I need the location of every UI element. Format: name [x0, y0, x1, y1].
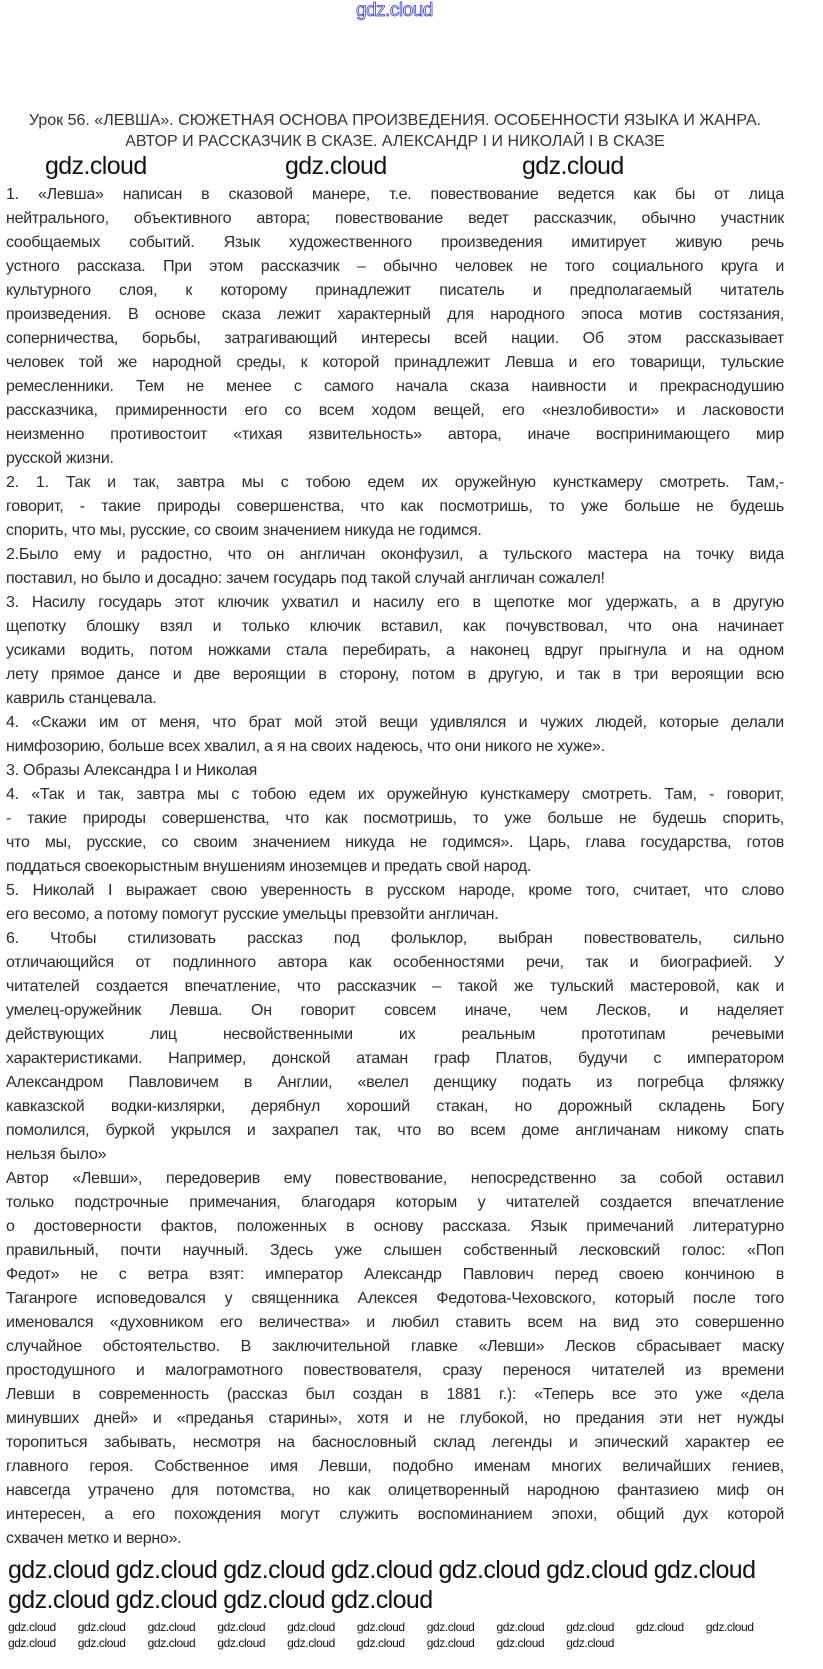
watermark: gdz.cloud	[438, 1556, 541, 1584]
text-line: главного героя. Собственное имя Левши, подобно именам многих величайших гениев,	[6, 1458, 784, 1475]
text-line: сообщаемых событий. Язык художественного произведения имитирует живую речь	[6, 234, 784, 251]
watermark: gdz.cloud	[496, 1636, 545, 1650]
watermark: gdz.cloud	[636, 1620, 684, 1634]
text-line: кавриль станцевала.	[6, 690, 157, 707]
text-line: Таганроге исповедовался у священника Алексея Федотова-Чеховского, который после того	[6, 1290, 784, 1307]
watermark: gdz.cloud	[356, 1636, 405, 1650]
watermark: gdz.cloud	[546, 1556, 648, 1584]
text-line: неизменно противостоит «тихая язвительность» автора, иначе воспринимающего мир	[6, 426, 784, 443]
text-line: культурного слоя, к которому принадлежит писатель и предполагаемый читатель	[6, 282, 784, 299]
text-line: схвачен метко и верно».	[6, 1530, 182, 1547]
text-line: что мы, русские, со своим значением никуда не годимся». Царь, глава государства, готов	[6, 834, 784, 851]
text-line: произведения. В основе сказа лежит характерный для народного эпоса мотив состязания,	[6, 306, 784, 323]
watermark: gdz.cloud	[147, 1636, 196, 1650]
watermark: gdz.cloud	[356, 1620, 405, 1634]
text-line: интересен, а его похождения могут служить воспоминанием эпохи, общий дух которой	[6, 1506, 784, 1523]
text-line: торопиться забывать, несмотря на баснословный склад легенды и эпический характер ее	[6, 1434, 784, 1451]
text-line: 4. «Так и так, завтра мы с тобою едем их оружейную кунсткамеру смотреть. Там, - говорит,	[6, 786, 784, 803]
text-line: нимфозорию, больше всех хвалил, а я на своих надеюсь, что они никого не хуже».	[6, 738, 605, 755]
text-line: 6. Чтобы стилизовать рассказ под фольклор, выбран повествователь, сильно	[6, 930, 784, 947]
text-line: Александром Павловичем в Англии, «велел денщику подать из погребца фляжку	[6, 1074, 784, 1091]
text-line: лету прямое дансе и две вероящии в сторону, потом в другую, и так в три вероящии всю	[6, 666, 784, 683]
text-line: 4. «Скажи им от меня, что брат мой этой вещи удивлялся и чужих людей, которые делали	[6, 714, 784, 731]
lesson-title-line-1: Урок 56. «ЛЕВША». СЮЖЕТНАЯ ОСНОВА ПРОИЗВЕДЕНИЯ. ОСОБЕННОСТИ ЯЗЫКА И ЖАНРА.	[28, 112, 762, 129]
text-line: 1. «Левша» написан в сказовой манере, т.е. повествование ведется как бы от лица	[6, 186, 784, 203]
text-line: отличающийся от подлинного автора как особенностями речи, так и биографией. У	[6, 954, 784, 971]
watermark: gdz.cloud	[8, 1586, 110, 1614]
watermark: gdz.cloud	[8, 1556, 110, 1584]
text-line: человек той же народной среды, к которой принадлежит Левша и его товарищи, тульские	[6, 354, 784, 371]
watermark: gdz.cloud	[285, 152, 387, 180]
text-line: минувших дней» и «преданья старины», хотя и не глубокой, но предания эти нет нужды	[6, 1410, 784, 1427]
text-line: его весомо, а потому помогут русские умельцы превзойти англичан.	[6, 906, 499, 923]
text-line: помолился, буркой укрылся и захрапел так, что во всем доме англичанам никому спать	[6, 1122, 784, 1139]
text-line: 3. Насилу государь этот ключик ухватил и насилу его в щепотке мог удержать, а в другую	[6, 594, 784, 611]
text-line: умелец-оружейник Левша. Он говорит совсем иначе, чем Лесков, и наделяет	[6, 1002, 784, 1019]
watermark: gdz.cloud	[223, 1556, 325, 1584]
text-line: 3. Образы Александра I и Николая	[6, 762, 258, 779]
watermark: gdz.cloud	[653, 1556, 756, 1584]
watermark: gdz.cloud	[217, 1620, 266, 1634]
text-line: говорит, - такие природы совершенства, что как посмотришь, то уже больше не будешь	[6, 498, 784, 515]
text-line: навсегда утрачено для потомства, но как олицетворенный народною фантазиею миф он	[6, 1482, 784, 1499]
text-line: читателей создается впечатление, что рассказчик – такой же тульский мастеровой, как и	[6, 978, 784, 995]
text-line: Автор «Левши», передоверив ему повествование, непосредственно за собой оставил	[6, 1170, 784, 1187]
watermark: gdz.cloud	[217, 1636, 266, 1650]
watermark: gdz.cloud	[8, 1636, 56, 1650]
text-line: поставил, но было и досадно: зачем государь под такой случай англичан сожалел!	[6, 570, 605, 587]
watermark: gdz.cloud	[77, 1620, 126, 1634]
text-line: именовался «духовником его величества» и любил ставить всем на вид это совершенно	[6, 1314, 784, 1331]
text-line: рассказчика, примиренности его со всем ходом вещей, его «незлобивости» и ласковости	[6, 402, 784, 419]
watermark: gdz.cloud	[147, 1620, 196, 1634]
text-line: нейтрального, объективного автора; повествование ведет рассказчик, обычно участник	[6, 210, 784, 227]
watermark: gdz.cloud	[287, 1620, 335, 1634]
watermark: gdz.cloud	[330, 1586, 433, 1614]
watermark: gdz.cloud	[705, 1620, 754, 1634]
text-line: случайное обстоятельство. В заключительной главке «Левши» Лесков сбрасывает маску	[6, 1338, 784, 1355]
watermark: gdz.cloud	[426, 1620, 475, 1634]
watermark-group-large	[8, 1556, 818, 1614]
text-line: устного рассказа. При этом рассказчик – обычно человек не того социального круга и	[6, 258, 784, 275]
watermark: gdz.cloud	[496, 1620, 545, 1634]
watermark-group-small	[8, 1620, 818, 1650]
text-line: характеристиками. Например, донской атаман граф Платов, будучи с императором	[6, 1050, 784, 1067]
watermark: gdz.cloud	[45, 152, 147, 180]
text-line: 2.Было ему и радостно, что он англичан оконфузил, а тульского мастера на точку вида	[6, 546, 784, 563]
watermark: gdz.cloud	[287, 1636, 335, 1650]
watermark: gdz.cloud	[566, 1636, 615, 1650]
watermark: gdz.cloud	[566, 1620, 615, 1634]
watermark: gdz.cloud	[115, 1556, 218, 1584]
watermark: gdz.cloud	[223, 1586, 325, 1614]
text-line: действующих лиц несвойственными их реальным прототипам речевыми	[6, 1026, 784, 1043]
text-line: правильный, почти научный. Здесь уже слышен собственный лесковский голос: «Поп	[6, 1242, 784, 1259]
text-line: щепотку блошку взял и только ключик вставил, как почувствовал, что она начинает	[6, 618, 784, 635]
text-line: простодушного и малограмотного повествователя, сразу перенося читателей из времени	[6, 1362, 784, 1379]
text-line: Федот» не с ветра взят: император Александр Павлович перед своею кончиною в	[6, 1266, 784, 1283]
text-line: о достоверности фактов, положенных в основу рассказа. Язык примечаний литературно	[6, 1218, 784, 1235]
watermark: gdz.cloud	[8, 1620, 56, 1634]
text-line: кавказской водки-кизлярки, дерябнул хороший стакан, но дорожный складень Богу	[6, 1098, 784, 1115]
text-line: ремесленники. Тем не менее с самого начала сказа наивности и прекраснодушию	[6, 378, 784, 395]
text-line: усиками водить, потом ножками стала перебирать, а наконец вдруг прыгнула и на одном	[6, 642, 784, 659]
text-line: 2. 1. Так и так, завтра мы с тобою едем их оружейную кунсткамеру смотреть. Там,-	[6, 474, 784, 491]
text-line: поддаться своекорыстным внушениям иноземцев и предать свой народ.	[6, 858, 532, 875]
text-line: 5. Николай I выражает свою уверенность в русском народе, кроме того, считает, что слово	[6, 882, 784, 899]
watermark: gdz.cloud	[330, 1556, 433, 1584]
watermark: gdz.cloud	[522, 152, 624, 180]
text-line: Левши в современность (рассказ был создан в 1881 г.): «Теперь все это уже «дела	[6, 1386, 784, 1403]
answer-body	[6, 183, 784, 1551]
text-line: - такие природы совершенства, что как посмотришь, то уже больше не будешь спорить,	[6, 810, 784, 827]
text-line: нельзя было»	[6, 1146, 107, 1163]
lesson-title-line-2: АВТОР И РАССКАЗЧИК В СКАЗЕ. АЛЕКСАНДР I И НИКОЛАЙ I В СКАЗЕ	[125, 133, 665, 150]
text-line: спорить, что мы, русские, со своим значением никуда не годимся.	[6, 522, 482, 539]
site-watermark-logo: gdz.cloud	[356, 0, 433, 21]
text-line: только подстрочные примечания, благодаря которым у читателей создается впечатление	[6, 1194, 784, 1211]
watermark: gdz.cloud	[115, 1586, 218, 1614]
watermark: gdz.cloud	[426, 1636, 475, 1650]
text-line: русской жизни.	[6, 450, 114, 467]
text-line: соперничества, борьбы, затрагивающий интересы всей нации. Об этом рассказывает	[6, 330, 784, 347]
watermark: gdz.cloud	[77, 1636, 126, 1650]
